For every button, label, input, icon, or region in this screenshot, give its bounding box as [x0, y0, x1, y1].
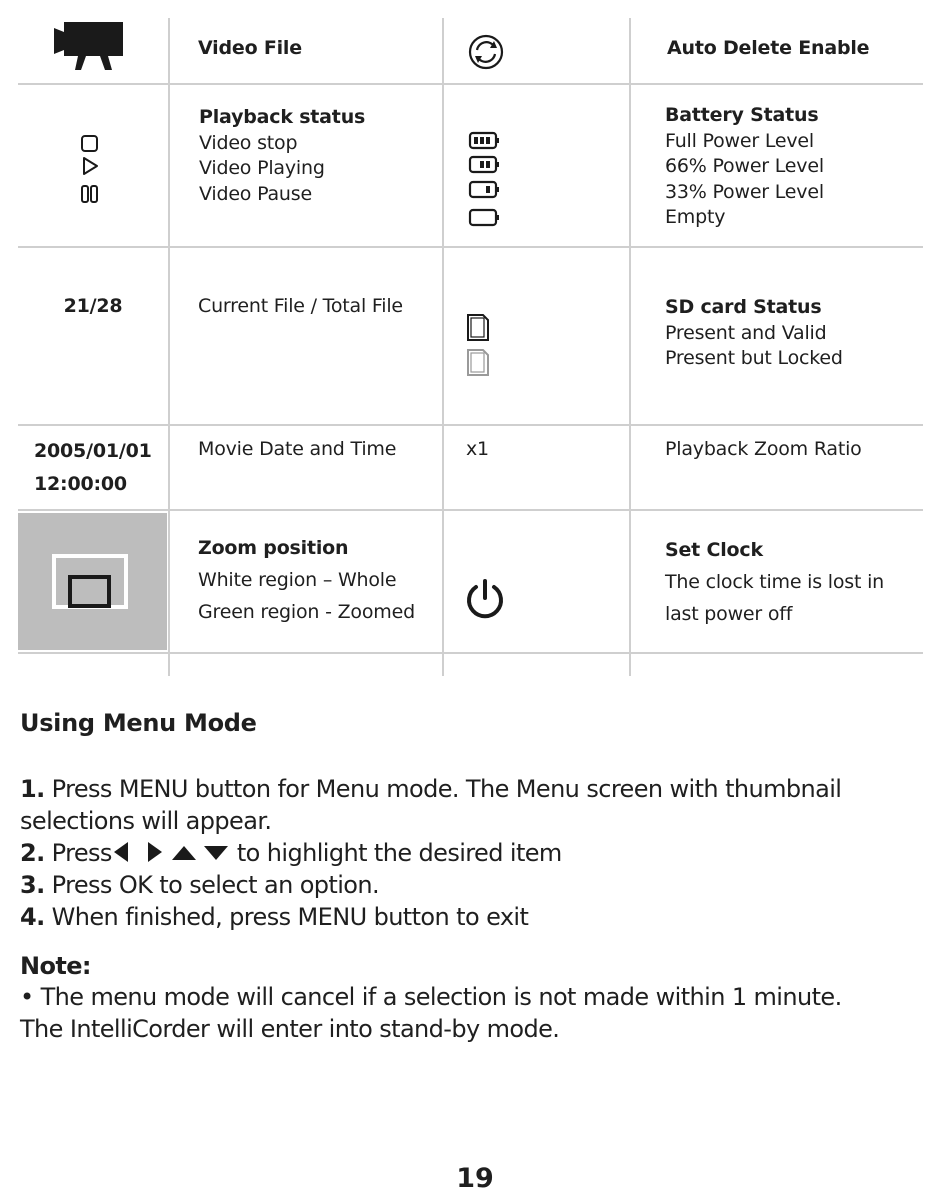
playback-status-heading: Playback status: [199, 106, 366, 128]
sd-card-status-text: [665, 295, 843, 372]
list-item: Present but Locked: [665, 347, 843, 369]
list-item: Green region - Zoomed: [198, 601, 415, 623]
sd-card-icons: [465, 312, 491, 378]
video-camera-icon: [52, 20, 126, 72]
time-text: 12:00:00: [34, 473, 127, 495]
list-item: White region – Whole: [198, 569, 397, 591]
list-item: Video stop: [199, 131, 298, 154]
movie-date-value: [34, 435, 152, 501]
list-item: last power off: [665, 603, 793, 625]
playback-status-text: [199, 105, 365, 207]
menu-steps: [20, 773, 920, 933]
list-item: Present and Valid: [665, 321, 827, 344]
table-row-divider: [18, 83, 923, 85]
list-item: Video Pause: [199, 182, 312, 205]
table-row-divider: [18, 424, 923, 426]
step-text: Press MENU button for Menu mode. The Menu screen with thumbnail: [44, 775, 842, 803]
zoom-ratio-value: x1: [466, 438, 489, 460]
date-text: 2005/01/01: [34, 440, 152, 462]
movie-date-description: Movie Date and Time: [198, 438, 397, 460]
sd-card-status-heading: SD card Status: [665, 296, 822, 318]
step-text: to highlight the desired item: [229, 839, 562, 867]
zoom-ratio-description: Playback Zoom Ratio: [665, 438, 862, 460]
auto-delete-icon: [467, 33, 505, 71]
table-column-divider: [168, 18, 170, 676]
battery-status-heading: Battery Status: [665, 104, 819, 126]
table-column-divider: [442, 18, 444, 676]
zoom-position-text: [198, 532, 415, 628]
video-file-label: Video File: [198, 37, 302, 59]
list-item: 33% Power Level: [665, 180, 824, 203]
power-icon: [463, 578, 507, 620]
step-text: Press OK to select an option.: [44, 871, 380, 899]
list-item: Full Power Level: [665, 129, 814, 152]
note-line: • The menu mode will cancel if a selection is not made within 1 minute.: [20, 983, 842, 1011]
step-number: 3.: [20, 871, 45, 899]
playback-status-icons: [79, 134, 101, 206]
table-row-divider: [18, 509, 923, 511]
step-1: [20, 773, 920, 805]
auto-delete-label: Auto Delete Enable: [667, 37, 870, 59]
table-row-divider: [18, 246, 923, 248]
zoom-position-heading: Zoom position: [198, 537, 349, 559]
file-counter: 21/28: [63, 295, 123, 317]
step-text: When finished, press MENU button to exit: [44, 903, 529, 931]
battery-icons: [467, 130, 501, 230]
step-text: Press: [44, 839, 112, 867]
note-heading: Note:: [20, 952, 91, 980]
step-number: 4.: [20, 903, 45, 931]
zoom-position-icon: [18, 513, 167, 650]
file-counter-description: Current File / Total File: [198, 295, 403, 317]
list-item: 66% Power Level: [665, 155, 824, 177]
table-column-divider: [629, 18, 631, 676]
note-title: [20, 950, 920, 982]
battery-status-text: [665, 103, 824, 231]
step-number: 1.: [20, 775, 45, 803]
note-body: [20, 981, 920, 1045]
set-clock-heading: Set Clock: [665, 539, 763, 561]
step-2: [20, 837, 920, 869]
section-title: Using Menu Mode: [20, 709, 257, 737]
step-4: [20, 901, 920, 933]
direction-arrows-icon: [112, 841, 230, 863]
set-clock-text: [665, 534, 884, 630]
list-item: The clock time is lost in: [665, 571, 885, 593]
list-item: Empty: [665, 206, 726, 228]
page-number: 19: [456, 1163, 494, 1194]
note-line: The IntelliCorder will enter into stand-by mode.: [20, 1015, 560, 1043]
step-number: 2.: [20, 839, 45, 867]
step-3: [20, 869, 920, 901]
list-item: Video Playing: [199, 157, 325, 179]
table-row-divider: [18, 652, 923, 654]
step-1-continued: selections will appear.: [20, 807, 272, 835]
